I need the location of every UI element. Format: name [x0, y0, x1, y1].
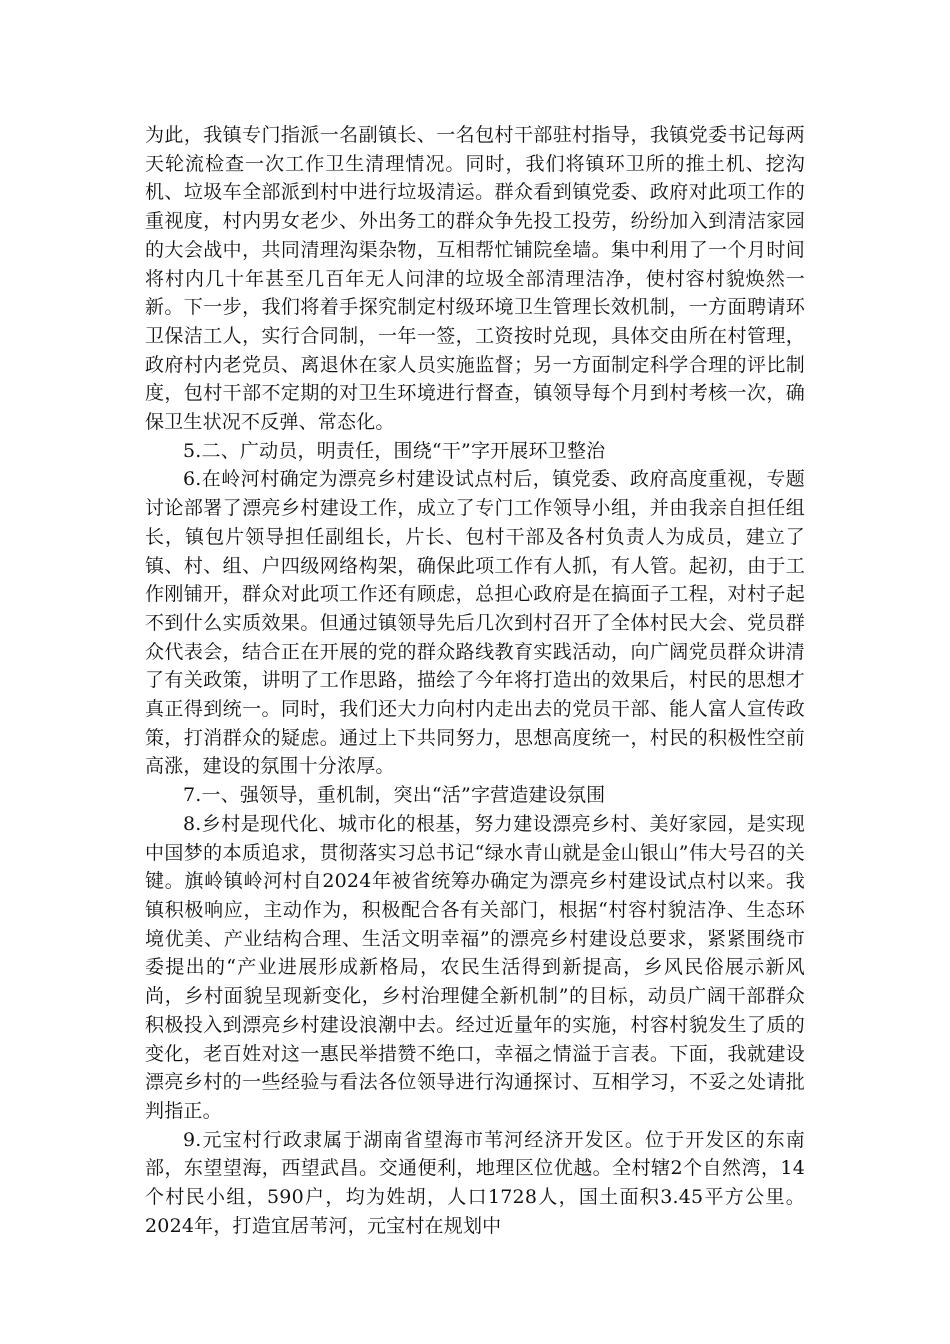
paragraph-8: 8.乡村是现代化、城市化的根基，努力建设漂亮乡村、美好家园，是实现中国梦的本质追求，贯彻落实习总书记“绿水青山就是金山银山”伟大号召的关键。旗岭镇岭河村自2024年被省统筹办确定为漂亮乡村建设试点村以来。我镇积极响应，主动作为，积极配合各有关部门，根据“村容村貌洁净、生态环境优美、产业结构合理、生活文明幸福”的漂亮乡村建设总要求，紧紧围绕市委提出的“产业进展形成新格局，农民生活得到新提高，乡风民俗展示新风尚，乡村面貌呈现新变化，乡村治理健全新机制”的目标，动员广阔干部群众积极投入到漂亮乡村建设浪潮中去。经过近量年的实施，村容村貌发生了质的变化，老百姓对这一惠民举措赞不绝口，幸福之情溢于言表。下面，我就建设漂亮乡村的一些经验与看法各位领导进行沟通探讨、互相学习，不妥之处请批判指正。 [145, 812, 805, 1122]
paragraph-9: 9.元宝村行政隶属于湖南省望海市苇河经济开发区。位于开发区的东南部，东望望海，西望武昌。交通便利，地理区位优越。全村辖2个自然湾，14个村民小组，590户，均为姓胡，人口1728人，国土面积3.45平方公里。2024年，打造宜居苇河，元宝村在规划中 [145, 1128, 805, 1237]
paragraph-heading-1: 7.一、强领导，重机制，突出“活”字营造建设氛围 [183, 784, 606, 807]
paragraph-continuation: 为此，我镇专门指派一名副镇长、一名包村干部驻村指导，我镇党委书记每两天轮流检查一次工作卫生清理情况。同时，我们将镇环卫所的推土机、挖沟机、垃圾车全部派到村中进行垃圾清运。群众看到镇党委、政府对此项工作的重视度，村内男女老少、外出务工的群众争先投工投劳，纷纷加入到清洁家园的大会战中，共同清理沟渠杂物，互相帮忙铺院垒墙。集中利用了一个月时间将村内几十年甚至几百年无人问津的垃圾全部清理洁净，使村容村貌焕然一新。下一步，我们将着手探究制定村级环境卫生管理长效机制，一方面聘请环卫保洁工人，实行合同制，一年一签，工资按时兑现，具体交由所在村管理，政府村内老党员、离退休在家人员实施监督；另一方面制定科学合理的评比制度，包村干部不定期的对卫生环境进行督查，镇领导每个月到村考核一次，确保卫生状况不反弹、常态化。 [145, 124, 805, 434]
document-body [145, 121, 805, 1240]
paragraph-heading-2: 5.二、广动员，明责任，围绕“干”字开展环卫整治 [183, 439, 606, 462]
paragraph-6: 6.在岭河村确定为漂亮乡村建设试点村后，镇党委、政府高度重视，专题讨论部署了漂亮乡村建设工作，成立了专门工作领导小组，并由我亲自担任组长，镇包片领导担任副组长，片长、包村干部及各村负责人为成员，建立了镇、村、组、户四级网络构架，确保此项工作有人抓，有人管。起初，由于工作刚铺开，群众对此项工作还有顾虑，总担心政府是在搞面子工程，对村子起不到什么实质效果。但通过镇领导先后几次到村召开了全体村民大会、党员群众代表会，结合正在开展的党的群众路线教育实践活动，向广阔党员群众讲清了有关政策，讲明了工作思路，描绘了今年将打造出的效果后，村民的思想才真正得到统一。同时，我们还大力向村内走出去的党员干部、能人富人宣传政策，打消群众的疑虑。通过上下共同努力，思想高度统一，村民的积极性空前高涨，建设的氛围十分浓厚。 [145, 468, 805, 778]
